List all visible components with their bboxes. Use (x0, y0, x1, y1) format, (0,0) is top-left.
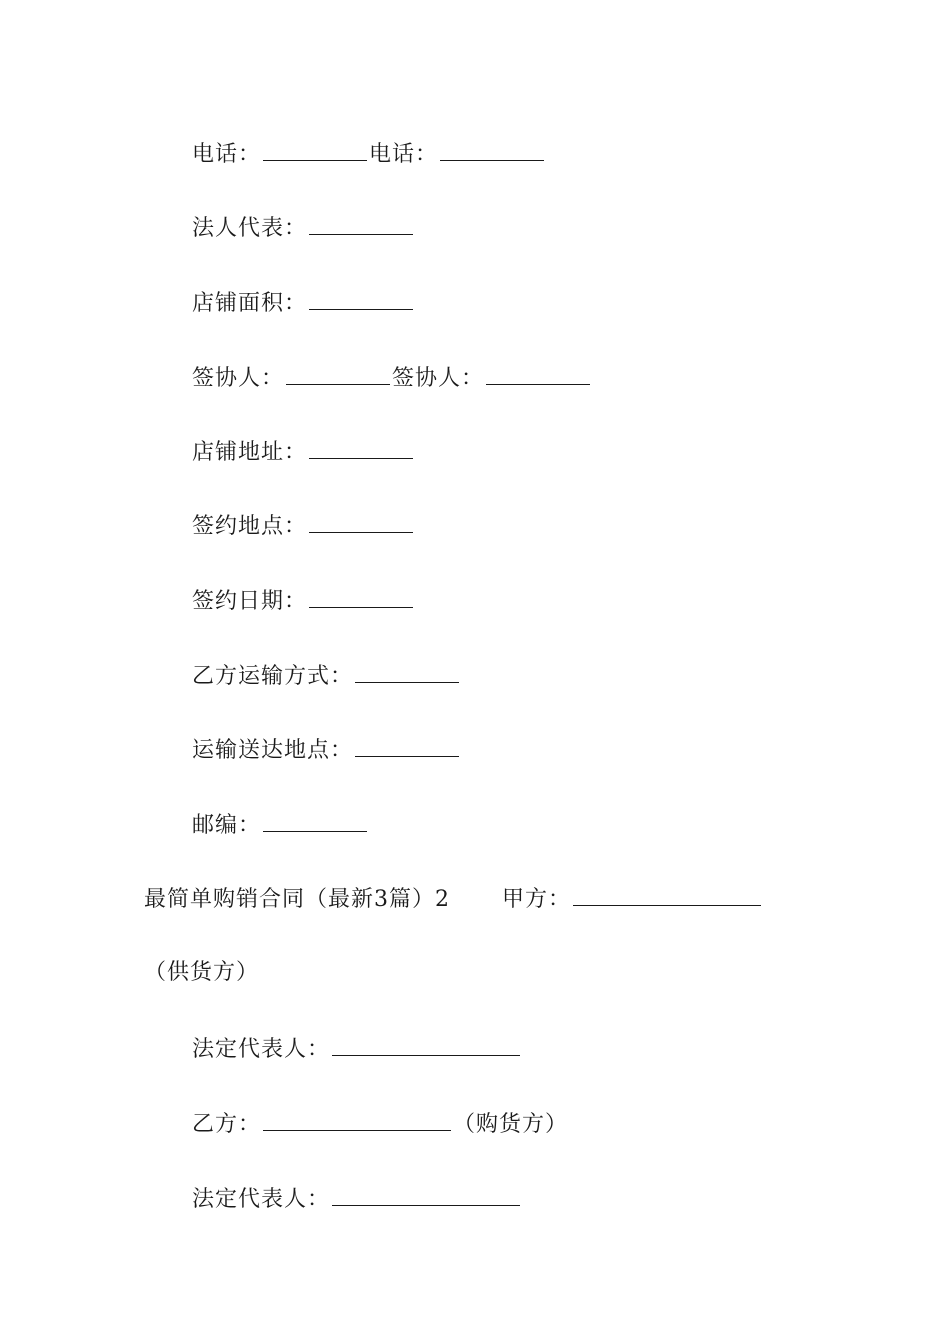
legal-rep-blank (309, 212, 413, 235)
sign-date-label: 签约日期： (192, 589, 308, 614)
section-heading-row (144, 883, 763, 915)
legal-rep-row (192, 212, 415, 244)
phone-label-a: 电话： (192, 142, 262, 167)
party-b-rep-label: 法定代表人： (192, 1187, 331, 1212)
signer-label-b: 签协人： (392, 366, 485, 391)
party-a-rep-label: 法定代表人： (192, 1037, 331, 1062)
signer-blank-b (486, 362, 590, 385)
shop-address-row (192, 436, 415, 468)
sign-date-blank (309, 585, 413, 608)
party-b-rep-row (192, 1183, 522, 1215)
legal-rep-label: 法人代表： (192, 216, 308, 241)
signer-row (192, 362, 592, 394)
transport-method-blank (355, 660, 459, 683)
shop-area-blank (309, 287, 413, 310)
phone-row (192, 138, 546, 170)
sign-place-blank (309, 510, 413, 533)
party-a-rep-row (192, 1033, 522, 1065)
postcode-row (192, 809, 369, 841)
postcode-blank (263, 809, 367, 832)
postcode-label: 邮编： (192, 813, 262, 838)
party-b-rep-blank (332, 1183, 520, 1206)
transport-method-row (192, 660, 461, 692)
party-b-label: 乙方： (192, 1112, 262, 1137)
party-a-role-row (144, 958, 259, 988)
delivery-place-row (192, 734, 461, 766)
party-a-blank (573, 883, 761, 906)
delivery-place-label: 运输送达地点： (192, 738, 354, 763)
party-b-blank (263, 1108, 451, 1131)
party-b-role: （购货方） (453, 1112, 569, 1137)
phone-blank-a (263, 138, 367, 161)
party-a-label: 甲方： (502, 887, 572, 912)
phone-blank-b (440, 138, 544, 161)
sign-place-row (192, 510, 415, 542)
shop-area-row (192, 287, 415, 319)
sign-date-row (192, 585, 415, 617)
shop-address-blank (309, 436, 413, 459)
transport-method-label: 乙方运输方式： (192, 664, 354, 689)
signer-label-a: 签协人： (192, 366, 285, 391)
phone-label-b: 电话： (369, 142, 439, 167)
signer-blank-a (286, 362, 390, 385)
shop-address-label: 店铺地址： (192, 440, 308, 465)
sign-place-label: 签约地点： (192, 514, 308, 539)
party-a-rep-blank (332, 1033, 520, 1056)
section-heading: 最简单购销合同（最新3篇）2 (144, 887, 450, 912)
party-b-row (192, 1108, 568, 1140)
delivery-place-blank (355, 734, 459, 757)
party-a-role: （供货方） (144, 960, 260, 985)
shop-area-label: 店铺面积： (192, 291, 308, 316)
